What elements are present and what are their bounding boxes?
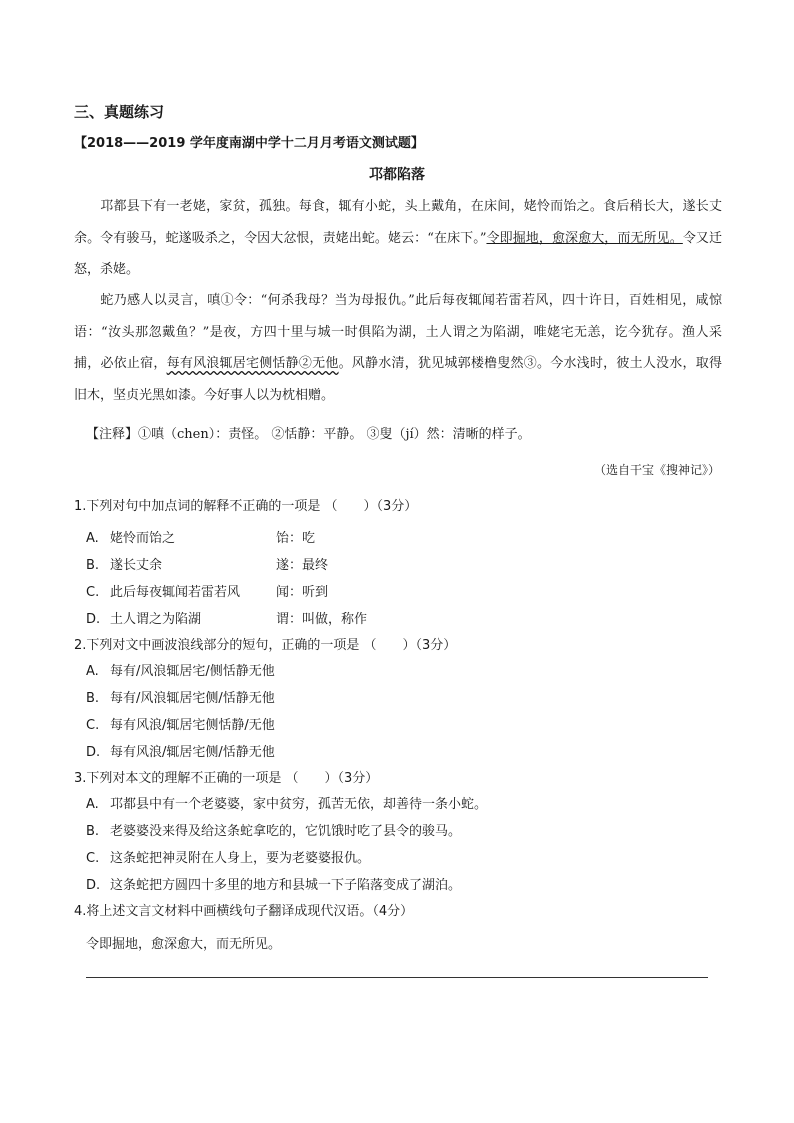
option-letter: C.	[86, 585, 100, 600]
option-text: 这条蛇把神灵附在人身上，要为老婆婆报仇。	[110, 851, 371, 866]
paragraph-2-text-a: 蛇乃感人以灵言，嗔①令：“何杀我母？当为母报仇。”此后每夜辄闻若雷若风，四十许日，百姓相见，咸惊语：“汝头那忽戴鱼？”是夜，方四十里与城一时俱陷为湖，土人谓之为陷湖，唯姥宅无恙，讫今犹存。渔人采捕，必依止宿，	[74, 293, 722, 371]
question-1-option-a-gloss: 饴：吃	[276, 531, 316, 546]
paragraph-2-text-b: 。风静水清，犹见城郭楼橹叟然③。今水浅时，彼土人没水，取得旧木，坚贞光黑如漆。今好事人以为枕相赠。	[74, 356, 722, 403]
question-4-stem: 4.将上述文言文材料中画横线句子翻译成现代汉语。（4分）	[74, 904, 414, 919]
question-4-prompt: 令即掘地，愈深愈大，而无所见。	[86, 937, 282, 952]
option-text: 这条蛇把方圆四十多里的地方和县城一下子陷落变成了湖泊。	[110, 878, 462, 893]
option-text: 土人谓之为陷湖	[110, 612, 202, 627]
option-text: 遂长丈余	[110, 558, 163, 573]
option-text: 老婆婆没来得及给这条蛇拿吃的，它饥饿时吃了县令的骏马。	[110, 824, 462, 839]
passage-paragraph-1	[74, 191, 722, 286]
question-1-option-b-gloss: 遂：最终	[276, 558, 329, 573]
question-1-stem: 1.下列对句中加点词的解释不正确的一项是 （ ）（3分）	[74, 499, 418, 514]
question-2-option-b[interactable]	[86, 687, 275, 706]
option-letter: B.	[86, 691, 100, 706]
question-1-option-a[interactable]	[86, 527, 175, 546]
question-1-option-d-gloss: 谓：叫做，称作	[276, 612, 368, 627]
question-3-option-d[interactable]	[86, 874, 461, 893]
question-3-option-a[interactable]	[86, 793, 487, 812]
option-letter: B.	[86, 824, 100, 839]
question-3-option-b[interactable]	[86, 820, 461, 839]
option-letter: A.	[86, 664, 99, 679]
option-letter: D.	[86, 878, 101, 893]
option-text: 每有风浪/辄居宅侧/恬静无他	[110, 745, 275, 760]
passage-paragraph-2	[74, 285, 722, 411]
option-text: 每有/风浪辄居宅/侧恬静无他	[110, 664, 275, 679]
question-2-option-d[interactable]	[86, 741, 275, 760]
question-1-option-d[interactable]	[86, 608, 201, 627]
option-letter: C.	[86, 851, 100, 866]
question-3-option-c[interactable]	[86, 847, 370, 866]
option-text: 此后每夜辄闻若雷若风	[110, 585, 241, 600]
option-letter: D.	[86, 745, 101, 760]
source-credit: （选自干宝《搜神记》）	[593, 463, 720, 477]
question-1-option-c[interactable]	[86, 581, 240, 600]
option-text: 邛都县中有一个老婆婆，家中贫穷，孤苦无依，却善待一条小蛇。	[110, 797, 488, 812]
option-text: 姥怜而饴之	[110, 531, 176, 546]
question-1-option-c-gloss: 闻：听到	[276, 585, 329, 600]
paragraph-1-text-b: 令又迁怒，杀姥。	[74, 230, 722, 277]
question-3-stem: 3.下列对本文的理解不正确的一项是 （ ）（3分）	[74, 771, 379, 786]
wavy-underlined-sentence: 每有风浪辄居宅侧恬静②无他	[166, 356, 339, 371]
annotation-notes: 【注释】①嗔（chen）：责怪。 ②恬静：平静。 ③叟（jí）然：清晰的样子。	[86, 427, 531, 442]
underlined-sentence: 令即掘地，愈深愈大，而无所见。	[486, 230, 683, 246]
option-letter: C.	[86, 718, 100, 733]
option-text: 每有风浪/辄居宅侧恬静/无他	[110, 718, 275, 733]
question-2-stem: 2.下列对文中画波浪线部分的短句，正确的一项是 （ ）（3分）	[74, 638, 457, 653]
section-title: 三、真题练习	[74, 103, 165, 121]
option-letter: A.	[86, 531, 99, 546]
question-1-option-b[interactable]	[86, 554, 162, 573]
source-title: 【2018——2019 学年度南湖中学十二月月考语文测试题】	[74, 136, 424, 151]
question-2-option-c[interactable]	[86, 714, 275, 733]
option-letter: B.	[86, 558, 100, 573]
option-letter: A.	[86, 797, 99, 812]
option-letter: D.	[86, 612, 101, 627]
answer-line[interactable]	[86, 977, 708, 978]
passage-title: 邛都陷落	[369, 167, 425, 183]
paragraph-1-text-a: 邛都县下有一老姥，家贫，孤独。每食，辄有小蛇，头上戴角，在床间，姥怜而饴之。食后稍长大，遂长丈余。令有骏马，蛇遂吸杀之，令因大忿恨，责姥出蛇。姥云：“在床下。”	[74, 199, 722, 246]
option-text: 每有/风浪辄居宅侧/恬静无他	[110, 691, 275, 706]
question-2-option-a[interactable]	[86, 660, 275, 679]
